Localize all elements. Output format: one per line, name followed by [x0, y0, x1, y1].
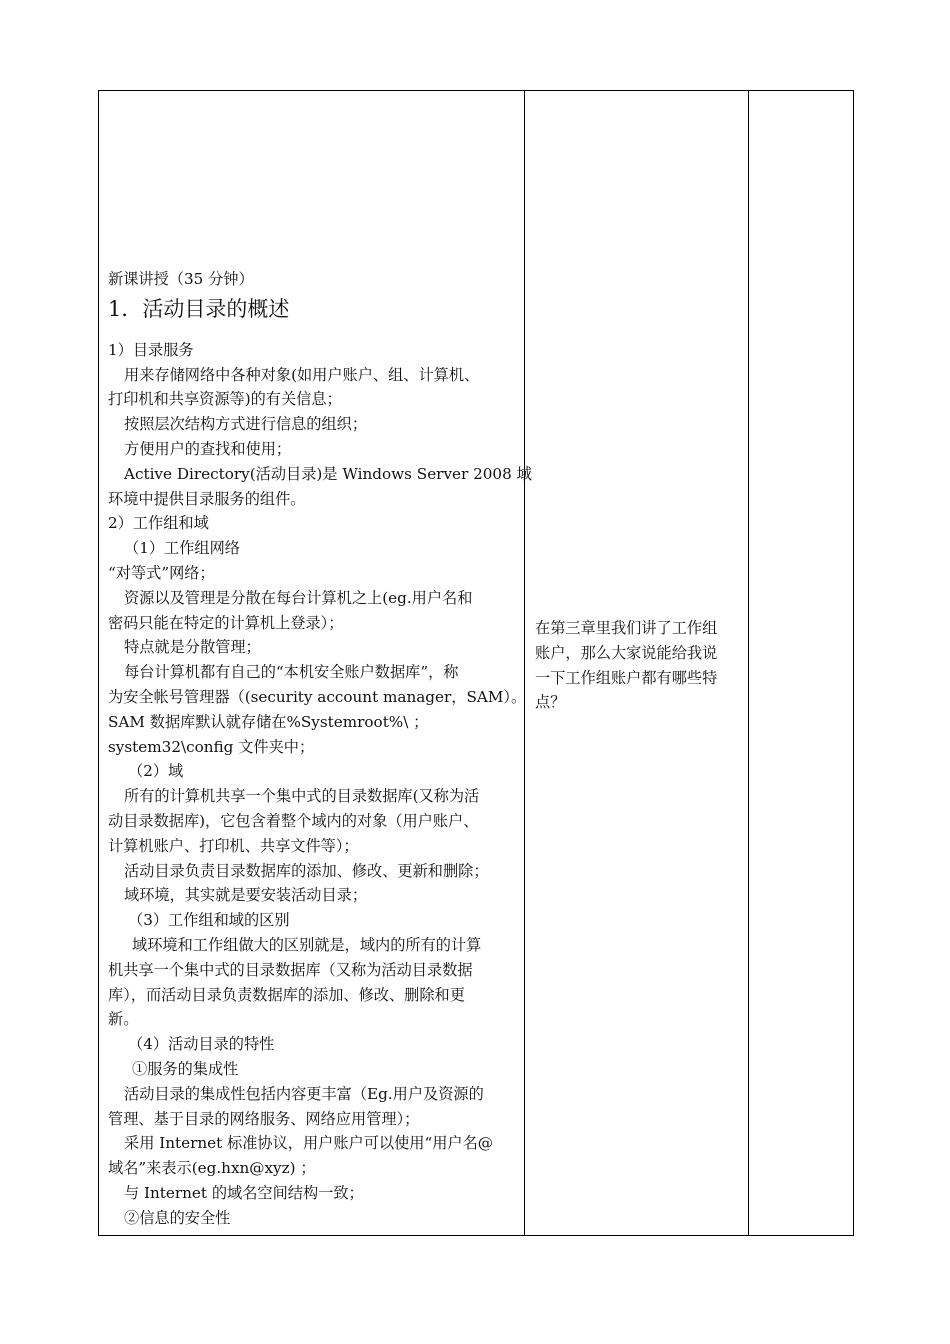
text-line: 资源以及管理是分散在每台计算机之上(eg.用户名和	[124, 588, 473, 607]
text-line: 机共享一个集中式的目录数据库（又称为活动目录数据	[108, 960, 473, 979]
text-line: 方便用户的查找和使用；	[124, 439, 292, 458]
text-line: 所有的计算机共享一个集中式的目录数据库(又称为活	[124, 787, 480, 806]
text-line: 管理、基于目录的网络服务、网络应用管理）；	[108, 1109, 420, 1128]
note-line: 一下工作组账户都有哪些特	[535, 668, 718, 687]
text-line: 密码只能在特定的计算机上登录）；	[108, 613, 344, 632]
text-line: 为安全帐号管理器（(security account manager，SAM）。	[108, 687, 527, 706]
text-line: 域名”来表示(eg.hxn@xyz) ；	[108, 1159, 316, 1178]
main-content	[99, 91, 532, 1230]
text-line: （2）域	[128, 762, 184, 781]
text-line: （4）活动目录的特性	[128, 1035, 275, 1054]
text-line: 库），而活动目录负责数据库的添加、修改、删除和更	[108, 985, 465, 1004]
text-line: Active Directory(活动目录)是 Windows Server 2008 域	[124, 464, 532, 483]
note-line: 在第三章里我们讲了工作组	[535, 619, 718, 637]
lesson-plan-table	[98, 90, 854, 1236]
text-line: 打印机和共享资源等)的有关信息；	[108, 390, 342, 409]
section-heading: 1．活动目录的概述	[108, 296, 290, 321]
text-line: 采用 Internet 标准协议，用户账户可以使用“用户名@	[124, 1134, 493, 1153]
empty-cell	[749, 91, 854, 1236]
teacher-notes-cell	[525, 91, 749, 1236]
text-line: ②信息的安全性	[124, 1208, 231, 1227]
note-line: 点？	[535, 693, 566, 712]
text-line: 活动目录的集成性包括内容更丰富（Eg.用户及资源的	[124, 1084, 484, 1103]
text-line: 动目录数据库)，它包含着整个域内的对象（用户账户、	[108, 811, 479, 830]
text-line: “对等式”网络；	[108, 563, 215, 582]
text-line: （1）工作组网络	[124, 539, 240, 558]
text-line: 1）目录服务	[108, 340, 194, 359]
text-line: 与 Internet 的域名空间结构一致；	[124, 1183, 364, 1202]
text-line: 特点就是分散管理；	[124, 638, 261, 657]
text-line: 按照层次结构方式进行信息的组织；	[124, 415, 367, 434]
text-line: 新。	[108, 1010, 139, 1029]
text-line: 2）工作组和域	[108, 514, 209, 533]
table-row	[99, 91, 854, 1236]
text-line: （3）工作组和域的区别	[128, 911, 290, 930]
note-line: 账户，那么大家说能给我说	[535, 643, 718, 662]
main-content-cell	[99, 91, 532, 1236]
text-line: 环境中提供目录服务的组件。	[108, 489, 306, 508]
text-line: 用来存储网络中各种对象(如用户账户、组、计算机、	[124, 365, 480, 384]
text-line: 域环境，其实就是要安装活动目录；	[124, 886, 367, 905]
text-line: SAM 数据库默认就存储在%Systemroot%\ ；	[108, 712, 429, 731]
teacher-notes	[525, 91, 748, 715]
text-line: ①服务的集成性	[132, 1059, 239, 1078]
section-title: 新课讲授（35 分钟）	[108, 270, 254, 288]
text-line: system32\config 文件夹中；	[108, 737, 315, 756]
text-line: 计算机账户、打印机、共享文件等）；	[108, 836, 359, 855]
text-line: 域环境和工作组做大的区别就是，域内的所有的计算	[132, 935, 482, 954]
text-line: 活动目录负责目录数据库的添加、修改、更新和删除；	[124, 861, 489, 880]
text-line: 每台计算机都有自己的“本机安全账户数据库”，称	[124, 663, 459, 682]
